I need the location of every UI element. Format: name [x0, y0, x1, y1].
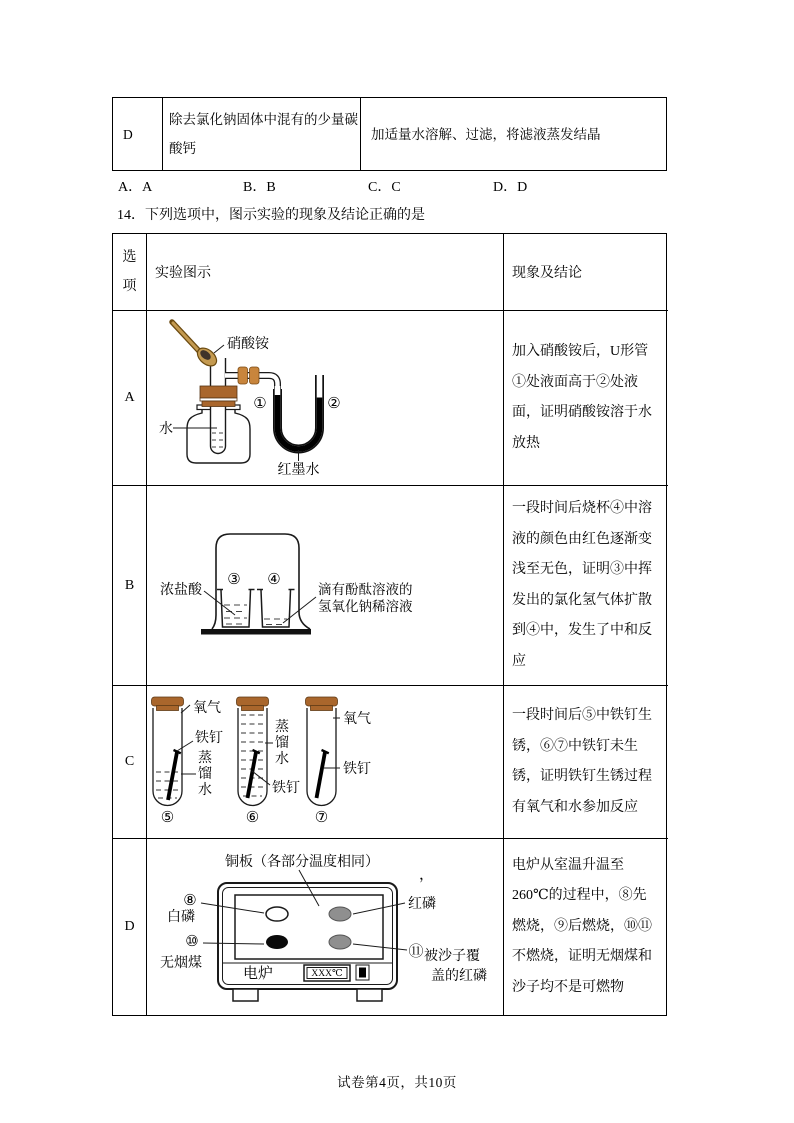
label-6-nail: 铁钉 [272, 781, 300, 796]
red-phosphorus [329, 907, 351, 921]
q14-stem: 14．下列选项中，图示实验的现象及结论正确的是 [117, 208, 425, 223]
page-footer: 试卷第4页，共10页 [337, 1075, 457, 1090]
label-naoh-line2: 氢氧化钠稀溶液 [318, 599, 413, 614]
label-5-water-2: 馏 [198, 767, 212, 782]
label-mark10: ⑩ [185, 934, 199, 950]
label-mark8: ⑧ [183, 893, 197, 909]
q14-rowD-conclusion: 电炉从室温升温至260℃的过程中，⑧先燃烧，⑨后燃烧，⑩⑪不燃烧，证明无烟煤和沙子均不是可燃物 [512, 857, 652, 995]
q13-statement: 除去氯化钠固体中混有的少量碳酸钙 [169, 112, 358, 156]
q14-rowC-conclusion: 一段时间后⑤中铁钉生锈，⑥⑦中铁钉未生锈，证明铁钉生锈过程有氧气和水参加反应 [512, 708, 652, 815]
label-white-phosphorus: 白磷 [167, 910, 195, 925]
label-sand-line2: 盖的红磷 [431, 969, 487, 984]
q14-rowB-conclusion: 一段时间后烧杯④中溶液的颜色由红色逐渐变浅至无色，证明③中挥发出的氯化氢气体扩散到④中，发生了中和反应 [512, 501, 652, 669]
q13-option-label: D [123, 126, 133, 142]
spoon-handle-highlight [173, 323, 198, 350]
label-tick: ， [419, 867, 435, 883]
label-mark11: ⑪ [408, 944, 424, 960]
test-tube-7 [307, 708, 336, 806]
label-5-oxygen: 氧气 [193, 701, 221, 716]
q14-rowD-option: D [113, 839, 147, 1015]
label-mark4: ④ [267, 572, 281, 588]
beaker-4 [257, 590, 295, 628]
furnace-foot-left [233, 989, 258, 1001]
label-red-phosphorus: 红磷 [408, 897, 436, 912]
choice-d: D．D [493, 180, 528, 195]
label-ammonium-nitrate: 硝酸铵 [227, 337, 269, 352]
pointer-nitrate [214, 345, 224, 353]
label-anthracite: 无烟煤 [160, 956, 202, 971]
q14-rowC-diagram [147, 686, 504, 839]
choice-a: A．A [118, 180, 153, 195]
q14-rowA-conclusion-cell [504, 311, 668, 486]
base-plate [201, 629, 311, 635]
diagram-neutralization [147, 486, 504, 684]
q14-header-option: 选 项 [113, 234, 147, 311]
q14-rowC-conclusion-cell [504, 686, 668, 839]
label-5-num: ⑤ [160, 810, 175, 826]
label-copper-plate: 铜板（各部分温度相同） [225, 855, 379, 870]
stopper-5 [152, 697, 184, 711]
u-tube-outer [278, 375, 320, 449]
white-phosphorus [266, 907, 288, 921]
q13-table [112, 97, 667, 171]
power-button [359, 968, 366, 978]
q14-rowB-option: B [113, 486, 147, 686]
label-6-water-2: 馏 [275, 736, 289, 751]
label-6-num: ⑥ [245, 810, 260, 826]
q14-rowB-conclusion-cell [504, 486, 668, 686]
q14-rowB-diagram [147, 486, 504, 686]
q14-rowA-option: A [113, 311, 147, 486]
label-red-ink: 红墨水 [277, 463, 320, 478]
choice-b: B．B [243, 180, 276, 195]
stopper-6 [237, 697, 269, 711]
label-7-nail: 铁钉 [343, 762, 371, 777]
q14-rowD-conclusion-cell [504, 839, 668, 1015]
q14-header-conclusion: 现象及结论 [504, 234, 668, 311]
label-naoh-line1: 滴有酚酞溶液的 [318, 582, 413, 597]
label-5-water-1: 蒸 [198, 751, 212, 766]
stopper-7 [306, 697, 338, 711]
label-7-num: ⑦ [314, 810, 329, 826]
copper-plate [235, 895, 383, 959]
label-stove: 电炉 [243, 966, 274, 982]
label-sand-line1: 被沙子覆 [424, 949, 480, 964]
label-6-water-3: 水 [275, 752, 289, 767]
q13-method: 加适量水溶解、过滤，将滤液蒸发结晶 [371, 126, 601, 142]
label-mark1: ① [253, 396, 267, 412]
label-7-oxygen: 氧气 [343, 712, 371, 727]
q13-method-cell [361, 98, 668, 170]
label-mark3: ③ [227, 572, 241, 588]
label-5-water-3: 水 [198, 783, 212, 798]
q14-table [112, 233, 667, 1016]
label-5-nail: 铁钉 [195, 731, 223, 746]
sand-covered-phosphorus [329, 935, 351, 949]
rubber-stopper [200, 386, 237, 407]
q14-rowA-diagram [147, 311, 504, 486]
q13-statement-cell [163, 98, 361, 170]
q14-rowA-conclusion: 加入硝酸铵后，U形管①处液面高于②处液面，证明硝酸铵溶于水放热 [512, 344, 652, 451]
q14-rowD-diagram [147, 839, 504, 1015]
diagram-ammonium-nitrate [147, 311, 504, 484]
label-6-water-1: 蒸 [275, 720, 289, 735]
beaker-3 [217, 590, 255, 628]
choice-c: C．C [368, 180, 401, 195]
furnace-foot-right [357, 989, 382, 1001]
test-tube-6 [238, 708, 267, 805]
diagram-electric-furnace [147, 839, 504, 1013]
label-hcl: 浓盐酸 [160, 583, 202, 598]
q14-header-diagram: 实验图示 [147, 234, 504, 311]
display-text: XXX℃ [311, 969, 343, 979]
q13-option-cell [113, 98, 163, 170]
u-tube-red-ink [278, 395, 320, 449]
label-mark2: ② [327, 396, 341, 412]
q14-rowC-option: C [113, 686, 147, 839]
diagram-rusting-nails [147, 686, 504, 837]
label-water: 水 [159, 422, 173, 437]
anthracite [266, 935, 288, 949]
